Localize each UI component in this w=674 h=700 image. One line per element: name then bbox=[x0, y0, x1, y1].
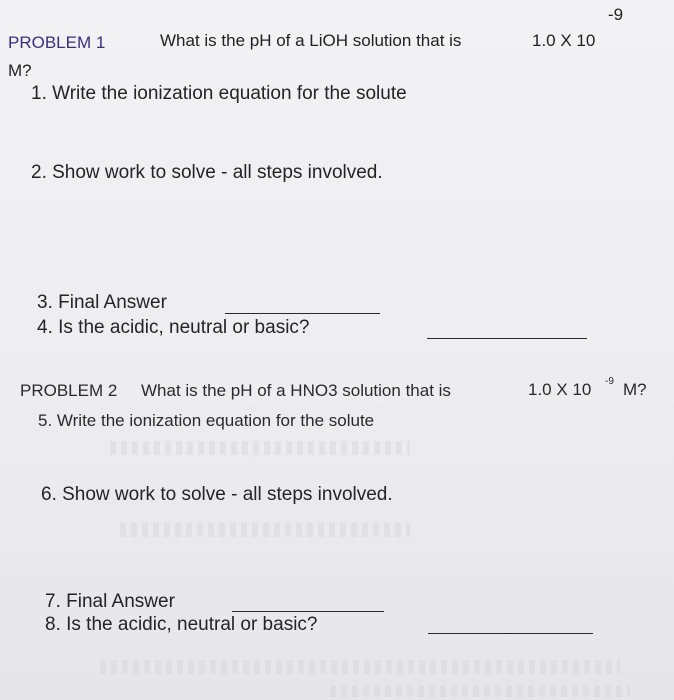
problem1-value: 1.0 X 10 bbox=[532, 31, 596, 50]
problem2-label: PROBLEM 2 bbox=[20, 381, 118, 400]
bleed-through-texture bbox=[330, 685, 630, 697]
bleed-through-texture bbox=[100, 660, 620, 674]
answer-blank-3 bbox=[225, 313, 380, 314]
problem2-exponent: -9 bbox=[605, 376, 614, 387]
question-8: 8. Is the acidic, neutral or basic? bbox=[45, 614, 318, 635]
problem2-value: 1.0 X 10 bbox=[528, 380, 592, 399]
answer-blank-7 bbox=[232, 611, 384, 612]
question-1: 1. Write the ionization equation for the solute bbox=[31, 83, 407, 104]
bleed-through-texture bbox=[120, 523, 410, 537]
question-2: 2. Show work to solve - all steps involved. bbox=[31, 162, 383, 183]
problem1-exponent: -9 bbox=[608, 5, 624, 24]
question-7: 7. Final Answer bbox=[45, 591, 175, 612]
question-5: 5. Write the ionization equation for the solute bbox=[38, 411, 375, 430]
question-4: 4. Is the acidic, neutral or basic? bbox=[37, 317, 310, 338]
problem2-unit: M? bbox=[623, 380, 647, 399]
problem2-question: What is the pH of a HNO3 solution that is bbox=[141, 381, 451, 400]
answer-blank-8 bbox=[428, 633, 593, 634]
answer-blank-4 bbox=[427, 338, 587, 339]
problem1-unit: M? bbox=[8, 61, 32, 80]
problem1-label: PROBLEM 1 bbox=[8, 33, 106, 52]
question-6: 6. Show work to solve - all steps involved. bbox=[41, 484, 393, 505]
bleed-through-texture bbox=[110, 441, 410, 455]
problem1-question: What is the pH of a LiOH solution that is bbox=[160, 31, 462, 50]
question-3: 3. Final Answer bbox=[37, 292, 167, 313]
